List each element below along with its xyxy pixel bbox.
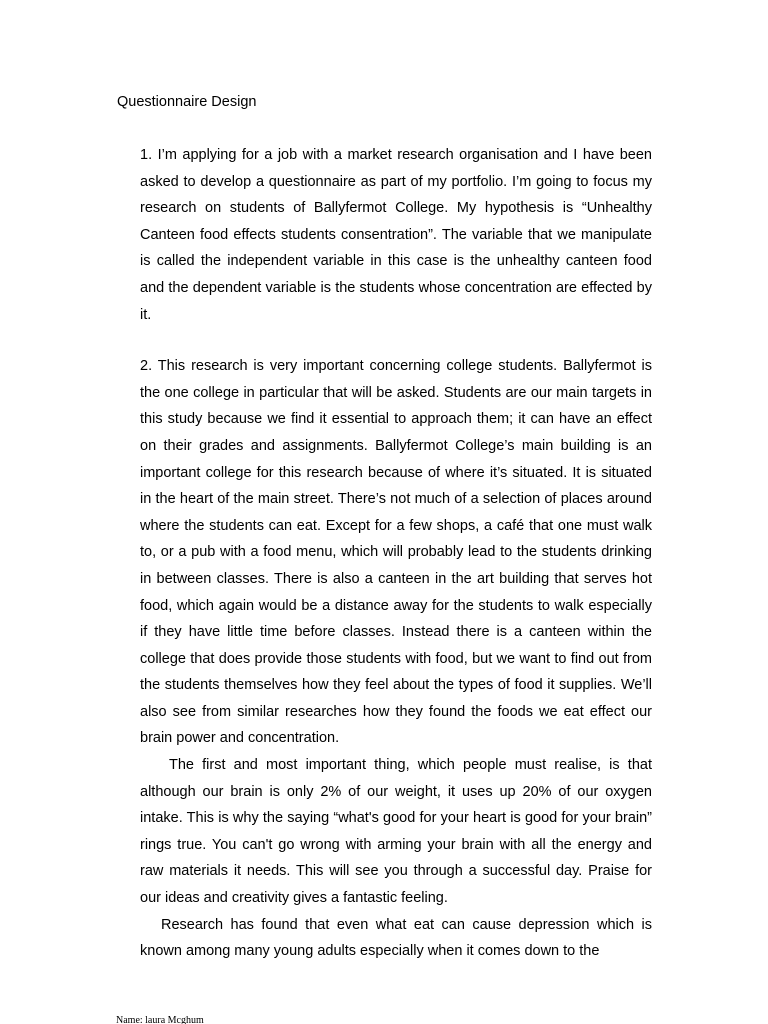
paragraph-2: 2. This research is very important concerning college students. Ballyfermot is the one college in particular that will be asked. Students are our main targets in this study because we find it essential to approach them; it can have an effect on their grades and assignments. Ballyfermot College’s main building is an important college for this research because of where it’s situated. It is situated in the heart of the main street. There’s not much of a selection of places around where the students can eat. Except for a few shops, a café that one must walk to, or a pub with a food menu, which will probably lead to the students drinking in between classes. There is also a canteen in the art building that serves hot food, which again would be a distance away for the students to walk especially if they have little time before classes. Instead there is a canteen within the college that does provide those students with food, but we want to find out from the students themselves how they feel about the types of food it supplies. We’ll also see from similar researches how they found the foods we eat effect our brain power and concentration. bbox=[140, 358, 652, 747]
paragraph-4: Research has found that even what eat can cause depression which is known among many young adults especially when it comes down to the bbox=[140, 916, 652, 960]
paragraph-1: 1. I’m applying for a job with a market research organisation and I have been asked to develop a questionnaire as part of my portfolio. I’m going to focus my research on students of Ballyfermot College. My hypothesis is “Unhealthy Canteen food effects students consentration”. The variable that we manipulate is called the independent variable in this case is the unhealthy canteen food and the dependent variable is the students whose concentration are effected by it. bbox=[140, 147, 652, 323]
document-body bbox=[140, 142, 652, 965]
document-title: Questionnaire Design bbox=[117, 94, 257, 110]
author-name: Name: laura Mcghum bbox=[116, 1015, 204, 1024]
paragraph-3: The first and most important thing, which people must realise, is that although our brain is only 2% of our weight, it uses up 20% of our oxygen intake. This is why the saying “what's good for your heart is good for your brain” rings true. You can't go wrong with arming your brain with all the energy and raw materials it needs. This will see you through a successful day. Praise for our ideas and creativity gives a fantastic feeling. bbox=[140, 757, 652, 907]
paragraph-spacer bbox=[140, 328, 652, 353]
